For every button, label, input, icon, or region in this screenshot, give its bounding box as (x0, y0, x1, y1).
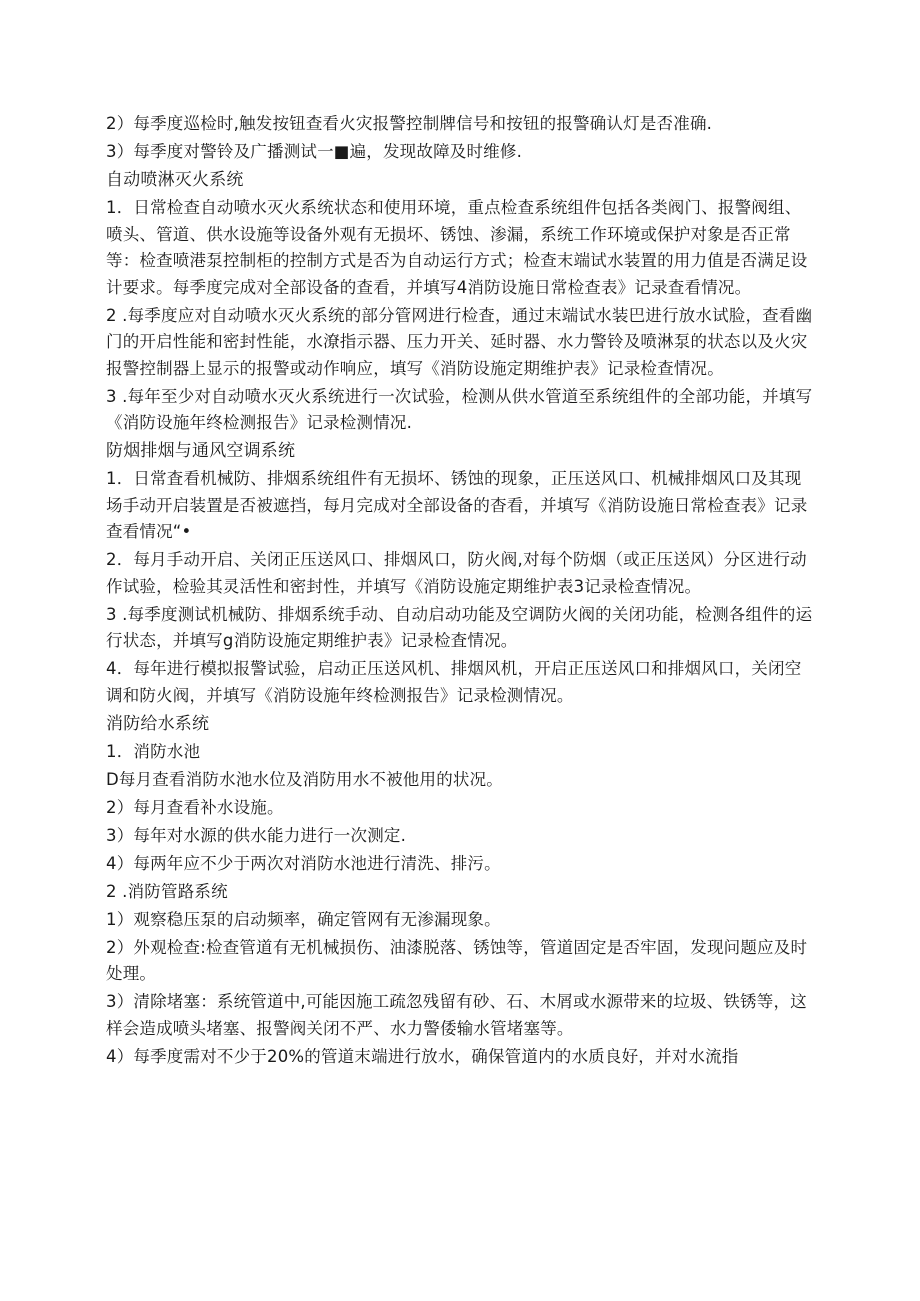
document-page (106, 111, 818, 1072)
paragraph-clear-blockage: 3）清除堵塞：系统管道中,可能因施工疏忽残留有砂、石、木屑或水源带来的垃圾、铁锈等，这样会造成喷头堵塞、报警阀关闭不严、水力警倭输水管堵塞等。 (106, 992, 807, 1038)
paragraph-pool-cleaning: 4）每两年应不少于两次对消防水池进行清洗、排污。 (106, 853, 501, 873)
paragraph-sprinkler-annual: 3 .每年至少对自动喷水灭火系统进行一次试验，检测从供水管道至系统组件的全部功能，并填写《消防设施年终检测报告》记录检测情况. (106, 386, 813, 432)
section-heading-sprinkler: 自动喷淋灭火系统 (106, 170, 244, 190)
paragraph-sprinkler-quarterly: 2 .每季度应对自动喷水灭火系统的部分管网进行检査，通过末端试水装巴进行放水试脸，查看幽门的开启性能和密封性能，水潦指示器、压力开关、延时器、水力警铃及喷淋泵的状态以及火灾报警控制器上显示的报警或动作响应，填写《消防设施定期维护表》记录检查情况。 (106, 305, 813, 378)
section-heading-smoke-control: 防烟排烟与通风空调系统 (106, 441, 296, 461)
subheading-pipe-system: 2 .消防管路系统 (106, 881, 228, 901)
paragraph-pipe-inspection: 2）外观检查:检查管道有无机械损伤、油漆脱落、锈蚀等，管道固定是否牢固，发现问题应及时处理。 (106, 937, 808, 983)
paragraph-bell-broadcast-test: 3）每季度对警铃及广播测试一■遍，发现故障及时维修. (106, 142, 523, 161)
paragraph-pool-annual-test: 3）每年对水源的供水能力进行一次测定. (106, 825, 407, 845)
paragraph-sprinkler-daily: 1．日常检查自动喷水灭火系统状态和使用环境，重点检查系统组件包括各类阀门、报警阀组、喷头、管道、供水设施等设备外观有无损坏、锈蚀、渗漏，系统工作环境或保护对象是否正常等：检查喷港泵控制柜的控制方式是否为自动运行方式；检查末端试水装置的用力值是否满足设计要求。每季度完成对全部设备的查看，并填写4消防设施日常检查表》记录查看情况。 (106, 198, 808, 297)
paragraph-pump-frequency: 1）观察稳压泵的启动频率，确定管网有无渗漏现象。 (106, 909, 501, 929)
paragraph-pool-refill: 2）每月查看补水设施。 (106, 797, 284, 817)
section-heading-water-supply: 消防给水系统 (106, 713, 210, 734)
paragraph-smoke-daily: 1．日常査看机械防、排烟系统组件有无损坏、锈蚀的现象，正压送风口、机械排烟风口及其现场手动开启装置是否被遮挡，每月完成对全部设备的杳看，并填写《消防设施日常检查表》记录查看情况“• (106, 469, 808, 541)
paragraph-alarm-button-check: 2）每季度巡检时,触发按钮查看火灾报警控制牌信号和按钮的报警确认灯是否准确. (106, 114, 713, 133)
paragraph-smoke-annual: 4．每年进行模拟报警试验，启动正压送风机、排烟风机，开启正压送风口和排烟风口，关闭空调和防火阀，并填写《消防设施年终检测报告》记录检测情况。 (106, 659, 802, 705)
subheading-fire-pool: 1．消防水池 (106, 741, 201, 761)
paragraph-quarterly-flush: 4）每季度需对不少于20%的管道末端进行放水，确保管道内的水质良好，并对水流指 (106, 1046, 739, 1066)
paragraph-smoke-quarterly: 3 .每季度测试机械防、排烟系统手动、自动启动功能及空调防火阀的关闭功能，检测各组件的运行状态，并填写g消防设施定期维护表》记录检査情况。 (106, 604, 813, 650)
paragraph-smoke-monthly: 2．每月手动开启、关闭正压送风口、排烟风口，防火阀,对每个防烟（或正压送风）分区进行动作试验，检验其灵活性和密封性，并填写《消防设施定期维护表3记录检查情况。 (106, 550, 807, 596)
paragraph-pool-monthly-level: D每月查看消防水池水位及消防用水不被他用的状况。 (106, 769, 504, 789)
